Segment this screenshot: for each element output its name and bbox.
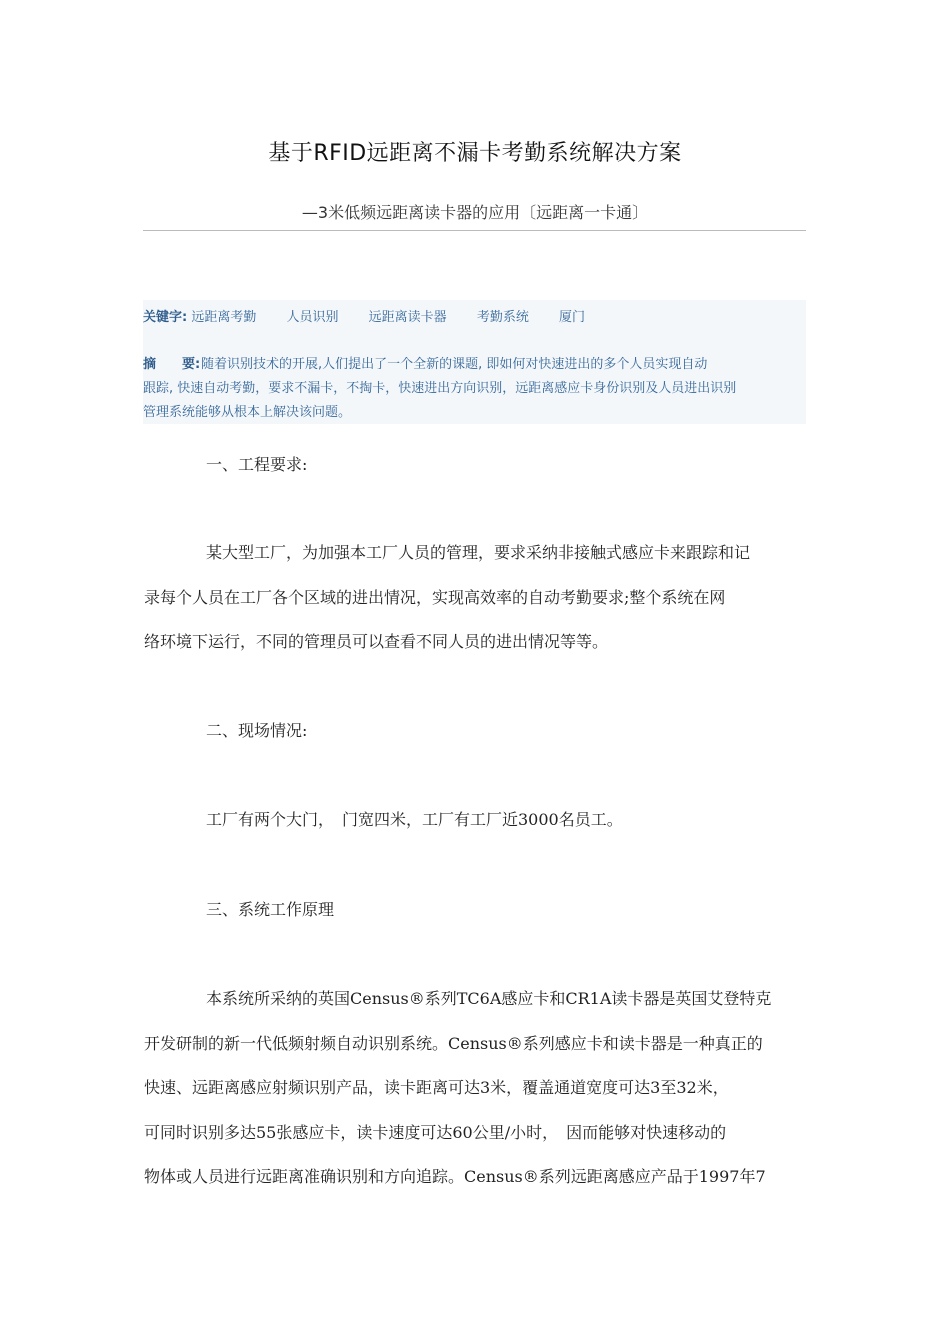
paragraph-line: 物体或人员进行远距离准确识别和方向追踪。Census®系列远距离感应产品于1997年7	[144, 1167, 766, 1186]
keywords-label: 关键字:	[143, 310, 188, 325]
paragraph-line: 某大型工厂，为加强本工厂人员的管理，要求采纳非接触式感应卡来跟踪和记	[206, 543, 751, 562]
paragraph-line: 快速、远距离感应射频识别产品，读卡距离可达3米，覆盖通道宽度可达3至32米，	[144, 1078, 729, 1097]
summary-line	[143, 353, 707, 372]
summary-text: 跟踪, 快速自动考勤，要求不漏卡，不掏卡，快速进出方向识别，远距离感应卡身份识别及人员进出识别	[143, 381, 737, 396]
section-heading: 三、系统工作原理	[206, 900, 335, 919]
summary-text: 管理系统能够从根本上解决该问题。	[143, 405, 352, 420]
keyword-link[interactable]: 人员识别	[286, 310, 339, 325]
keyword-link[interactable]: 远距离考勤	[191, 310, 257, 325]
abstract-box	[143, 300, 806, 424]
page-subtitle: —3米低频远距离读卡器的应用〔远距离一卡通〕	[301, 203, 649, 222]
section-heading: 二、现场情况:	[206, 721, 308, 740]
paragraph-line: 可同时识别多达55张感应卡，读卡速度可达60公里/小时， 因而能够对快速移动的	[144, 1123, 727, 1142]
summary-label: 摘 要:	[143, 357, 201, 372]
title-divider	[143, 230, 806, 231]
paragraph-line: 本系统所采纳的英国Census®系列TC6A感应卡和CR1A读卡器是英国艾登特克	[206, 989, 772, 1008]
keyword-link[interactable]: 远距离读卡器	[368, 310, 447, 325]
section-heading: 一、工程要求:	[206, 455, 308, 474]
keyword-link[interactable]: 考勤系统	[476, 310, 529, 325]
keyword-link[interactable]: 厦门	[558, 310, 585, 325]
paragraph-line: 开发研制的新一代低频射频自动识别系统。Census®系列感应卡和读卡器是一种真正的	[144, 1034, 763, 1053]
summary-text: 随着识别技术的开展,人们提出了一个全新的课题, 即如何对快速进出的多个人员实现自动	[201, 357, 708, 372]
paragraph-line: 工厂有两个大门， 门宽四米，工厂有工厂近3000名员工。	[206, 810, 623, 829]
keywords-line	[143, 306, 611, 325]
page-title: 基于RFID远距离不漏卡考勤系统解决方案	[268, 141, 682, 166]
paragraph-line: 络环境下运行，不同的管理员可以查看不同人员的进出情况等等。	[144, 632, 609, 651]
paragraph-line: 录每个人员在工厂各个区域的进出情况，实现高效率的自动考勤要求;整个系统在网	[144, 588, 726, 607]
